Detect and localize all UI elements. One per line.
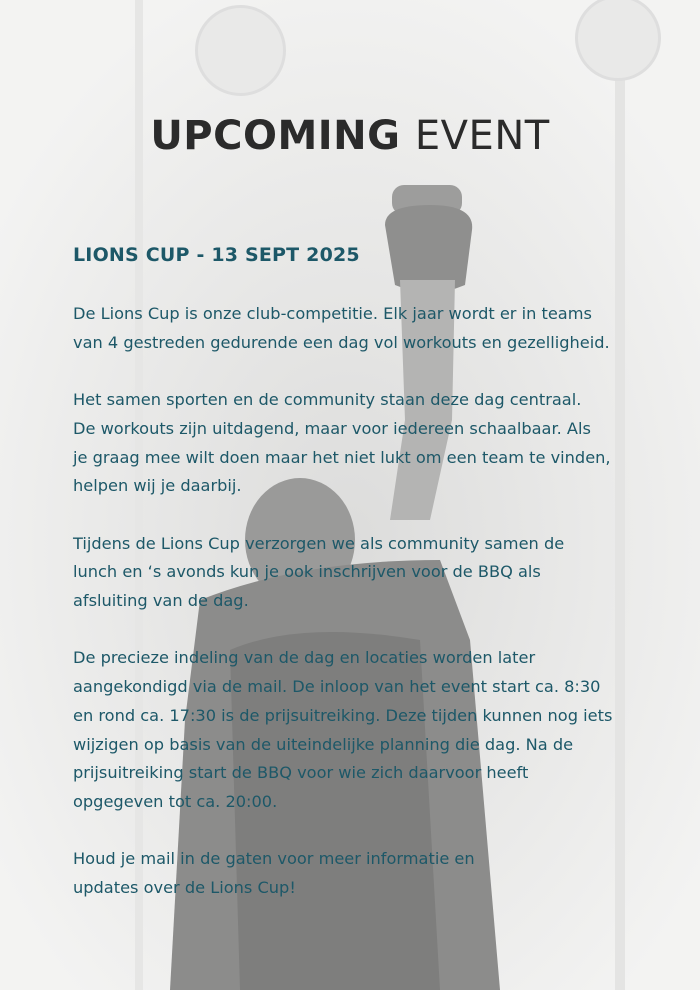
event-paragraph-updates: Houd je mail in de gaten voor meer informatie en updates over de Lions Cup! <box>73 849 475 897</box>
event-heading: LIONS CUP - 13 SEPT 2025 <box>73 244 360 266</box>
event-paragraph-lunch: Tijdens de Lions Cup verzorgen we als community samen de lunch en ‘s avonds kun je ook inschrijven voor de BBQ als afsluiting van de dag. <box>73 533 565 610</box>
page-title-light: EVENT <box>414 113 550 159</box>
logo-seal-left <box>195 5 286 96</box>
page-title-bold: UPCOMING <box>150 113 401 159</box>
page-title <box>0 110 700 162</box>
event-paragraph-schedule: De precieze indeling van de dag en locaties worden later aangekondigd via de mail. De inloop van het event start ca. 8:30 en rond ca. 17:30 is de prijsuitreiking. Deze tijden kunnen nog iets wijzigen op basis van de uiteindelijke planning die dag. Na de prijsuitreiking start de BBQ voor wie zich daarvoor heeft opgegeven tot ca. 20:00. <box>73 648 613 811</box>
event-paragraph-community: Het samen sporten en de community staan deze dag centraal. De workouts zijn uitdagend, maar voor iedereen schaalbaar. Als je graag mee wilt doen maar het niet lukt om een team te vinden, helpen wij je daarbij. <box>73 390 611 496</box>
event-paragraph-intro: De Lions Cup is onze club-competitie. Elk jaar wordt er in teams van 4 gestreden gedurende een dag vol workouts en gezelligheid. <box>73 304 610 352</box>
event-section <box>73 240 653 931</box>
